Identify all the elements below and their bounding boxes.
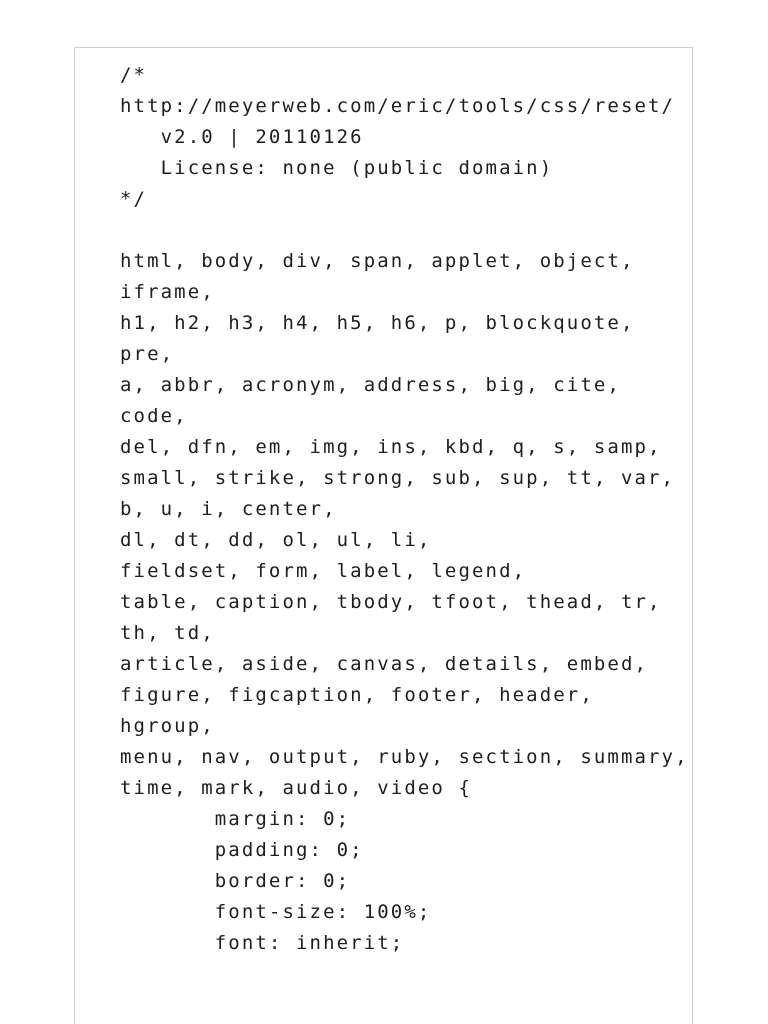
- code-line: pre,: [120, 343, 175, 365]
- code-text[interactable]: [120, 60, 689, 959]
- code-line: fieldset, form, label, legend,: [120, 560, 527, 582]
- code-line: figure, figcaption, footer, header,: [120, 684, 594, 706]
- code-line: a, abbr, acronym, address, big, cite,: [120, 374, 621, 396]
- code-line: time, mark, audio, video {: [120, 777, 473, 799]
- code-line: */: [120, 188, 148, 210]
- code-line: code,: [120, 405, 188, 427]
- code-line: font-size: 100%;: [120, 901, 432, 923]
- code-line: [120, 215, 689, 246]
- code-line: License: none (public domain): [120, 157, 554, 179]
- code-line: table, caption, tbody, tfoot, thead, tr,: [120, 591, 662, 613]
- code-block[interactable]: [74, 47, 693, 1024]
- code-line: http://meyerweb.com/eric/tools/css/reset/: [120, 95, 676, 117]
- code-line: th, td,: [120, 622, 215, 644]
- code-line: h1, h2, h3, h4, h5, h6, p, blockquote,: [120, 312, 635, 334]
- code-line: v2.0 | 20110126: [120, 126, 364, 148]
- code-line: border: 0;: [120, 870, 351, 892]
- code-line: menu, nav, output, ruby, section, summary,: [120, 746, 689, 768]
- code-line: iframe,: [120, 281, 215, 303]
- code-line: font: inherit;: [120, 932, 405, 954]
- code-line: html, body, div, span, applet, object,: [120, 250, 635, 272]
- code-line: small, strike, strong, sub, sup, tt, var,: [120, 467, 676, 489]
- code-line: article, aside, canvas, details, embed,: [120, 653, 649, 675]
- code-line: del, dfn, em, img, ins, kbd, q, s, samp,: [120, 436, 662, 458]
- code-line: dl, dt, dd, ol, ul, li,: [120, 529, 432, 551]
- code-line: b, u, i, center,: [120, 498, 337, 520]
- code-line: /*: [120, 64, 148, 86]
- code-line: margin: 0;: [120, 808, 351, 830]
- code-line: padding: 0;: [120, 839, 364, 861]
- code-line: hgroup,: [120, 715, 215, 737]
